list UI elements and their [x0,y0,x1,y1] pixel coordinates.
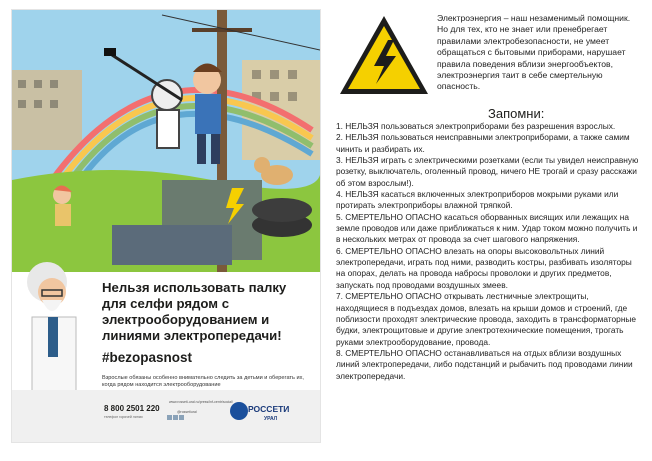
hotline-note: телефон горячей линии [104,415,143,419]
facebook-icon [173,415,178,420]
poster [12,10,320,442]
hotline-phone: 8 800 2501 220 [104,404,160,413]
rule-item: 7. СМЕРТЕЛЬНО ОПАСНО открывать лестничные электрощиты, находящиеся в подъездах домов, влезать на крыши домов и строений, где поблизости проходят электрические провода, заходить в трансформаторные будки, электрощитовые и другие электротехнические помещения, трогать руками электрооборудование, провода. [336,291,637,347]
intro-paragraph: Электроэнергия – наш незаменимый помощник. Но для тех, кто не знает или пренебрегает правилами электробезопасности, не умеет обращаться с бытовыми приборами, нарушает правила поведения вблизи энергообъектов, электроэнергия таит в себе смертельную опасность. [437,13,631,92]
remember-heading: Запомни: [488,106,545,121]
brand-name: РОССЕТИ [248,404,290,414]
high-voltage-warning-icon [336,12,432,98]
rule-item: 2. НЕЛЬЗЯ пользоваться неисправными электроприборами, а также самим чинить и разбирать их. [336,132,630,154]
instagram-icon [179,415,184,420]
rule-item: 4. НЕЛЬЗЯ касаться включенных электроприборов мокрыми руками или протирать электроприборы влажной тряпкой. [336,189,619,211]
poster-text-block [102,280,314,389]
rule-item: 3. НЕЛЬЗЯ играть с электрическими розетками (если ты увидел неисправную розетку, выключатель, оголенный провод, ничего НЕ трогай и сразу расскажи об этом взрослым!). [336,155,639,188]
poster-hashtag: #bezopasnost [102,350,193,365]
rule-item: 8. СМЕРТЕЛЬНО ОПАСНО останавливаться на отдых вблизи воздушных линий электропередачи, либо подстанций и рыбачить под проводами линии электропередачи. [336,347,633,381]
poster-fine-print: Взрослые обязаны особенно внимательно следить за детьми и оберегать их, когда рядом находится электрооборудование [102,375,304,388]
rule-item: 6. СМЕРТЕЛЬНО ОПАСНО влезать на опоры высоковольтных линий электропередачи, играть под ними, разводить костры, разбивать изоляторы на опорах, делать на провода набросы проволоки и других предметов, запускать под проводами воздушных змеев. [336,245,632,290]
rule-item: 5. СМЕРТЕЛЬНО ОПАСНО касаться оборванных висящих или лежащих на земле проводов или даже приближаться к ним. Удар током можно получить и в нескольких метрах от провода за счет шагового напряжения. [336,211,638,245]
brand-sub: УРАЛ [264,416,278,422]
rule-item: 1. НЕЛЬЗЯ пользоваться электроприборами без разрешения взрослых. [336,121,616,131]
social-url: www.rosseti-ural.ru/press/inf-centr/social/ [169,400,233,404]
safety-rules-list [336,121,642,382]
social-handle: @rossetiural [177,410,197,414]
vk-icon [167,415,172,420]
poster-footer [12,390,320,442]
poster-illustration [12,10,320,272]
poster-headline: Нельзя использовать палку для селфи рядом с электрооборудованием и линиями электропередачи! [102,280,287,343]
rosseti-logo-icon [230,402,248,420]
